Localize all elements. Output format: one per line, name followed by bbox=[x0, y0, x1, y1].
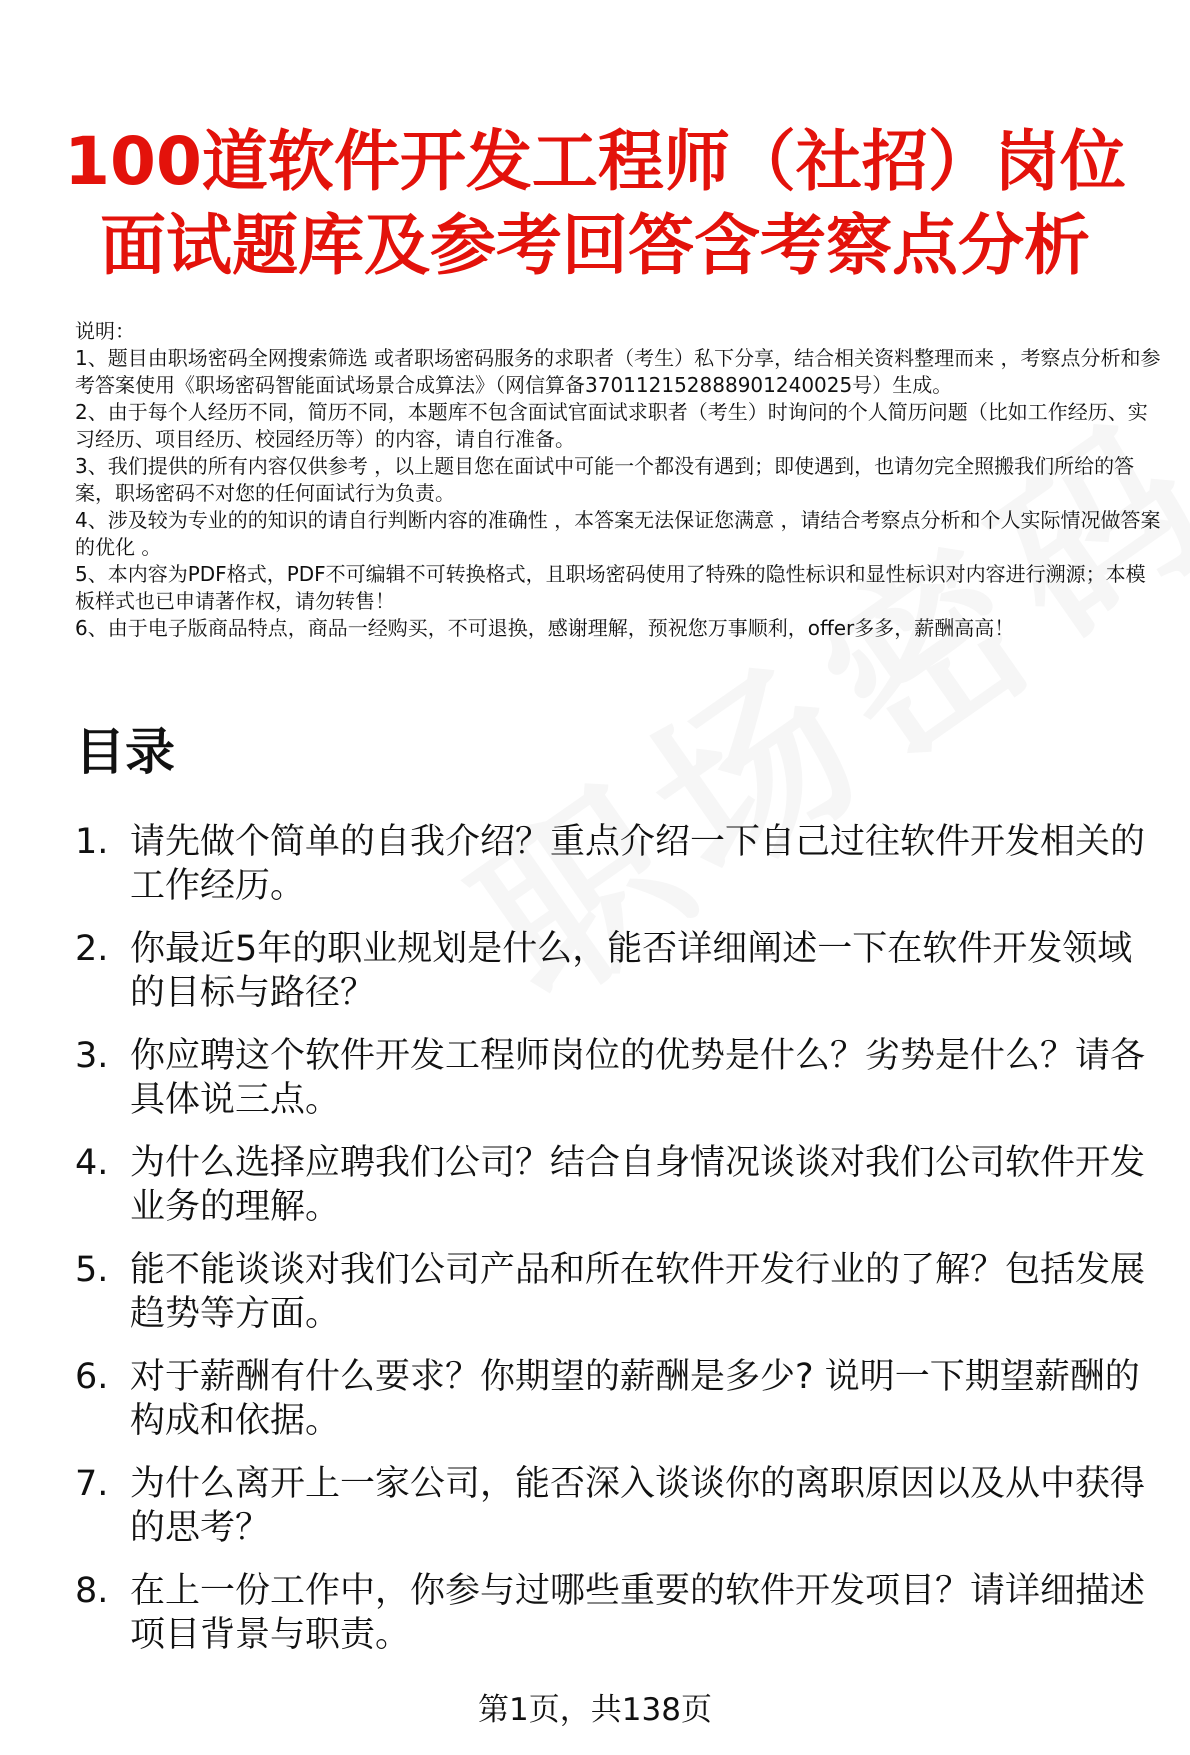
notes-heading: 说明： bbox=[75, 319, 135, 343]
note-item-3: 3、我们提供的所有内容仅供参考 ，以上题目您在面试中可能一个都没有遇到；即使遇到，也请勿完全照搬我们所给的答案，职场密码不对您的任何面试行为负责。 bbox=[75, 454, 1135, 505]
toc-item-number: 6. bbox=[75, 1357, 109, 1397]
toc-item-number: 7. bbox=[75, 1464, 109, 1504]
toc-item[interactable] bbox=[75, 1355, 1165, 1443]
toc-item-text: 在上一份工作中，你参与过哪些重要的软件开发项目？请详细描述项目背景与职责。 bbox=[130, 1571, 1146, 1655]
note-item-5: 5、本内容为PDF格式，PDF不可编辑不可转换格式，且职场密码使用了特殊的隐性标识和显性标识对内容进行溯源；本模板样式也已申请著作权，请勿转售！ bbox=[75, 562, 1146, 613]
title-line-1: 100道软件开发工程师（社招）岗位 bbox=[64, 123, 1126, 200]
document-title bbox=[40, 120, 1150, 288]
toc-item-text: 为什么离开上一家公司，能否深入谈谈你的离职原因以及从中获得的思考？ bbox=[130, 1464, 1146, 1548]
toc-item-number: 1. bbox=[75, 822, 109, 862]
notes-section bbox=[75, 318, 1165, 642]
toc-item[interactable] bbox=[75, 820, 1165, 908]
toc-item[interactable] bbox=[75, 1141, 1165, 1229]
toc-list bbox=[75, 820, 1165, 1676]
toc-item[interactable] bbox=[75, 1569, 1165, 1657]
toc-item-text: 能不能谈谈对我们公司产品和所在软件开发行业的了解？包括发展趋势等方面。 bbox=[130, 1250, 1146, 1334]
toc-item-text: 为什么选择应聘我们公司？结合自身情况谈谈对我们公司软件开发业务的理解。 bbox=[130, 1143, 1146, 1227]
title-line-2: 面试题库及参考回答含考察点分析 bbox=[100, 207, 1090, 284]
note-item-2: 2、由于每个人经历不同，简历不同，本题库不包含面试官面试求职者（考生）时询问的个人简历问题（比如工作经历、实习经历、项目经历、校园经历等）的内容，请自行准备。 bbox=[75, 400, 1148, 451]
toc-item[interactable] bbox=[75, 927, 1165, 1015]
note-item-1: 1、题目由职场密码全网搜索筛选 或者职场密码服务的求职者（考生）私下分享，结合相关资料整理而来 ，考察点分析和参考答案使用《职场密码智能面试场景合成算法》（网信算备370112152888901240025号）生成。 bbox=[75, 346, 1161, 397]
toc-item[interactable] bbox=[75, 1248, 1165, 1336]
note-item-6: 6、由于电子版商品特点，商品一经购买，不可退换，感谢理解，预祝您万事顺利，offer多多，薪酬高高！ bbox=[75, 616, 1015, 640]
toc-item-number: 4. bbox=[75, 1143, 109, 1183]
toc-item[interactable] bbox=[75, 1462, 1165, 1550]
toc-item-text: 请先做个简单的自我介绍？重点介绍一下自己过往软件开发相关的工作经历。 bbox=[130, 822, 1146, 906]
toc-item-number: 5. bbox=[75, 1250, 109, 1290]
toc-item-number: 2. bbox=[75, 929, 109, 969]
toc-item-text: 对于薪酬有什么要求？你期望的薪酬是多少? 说明一下期望薪酬的构成和依据。 bbox=[130, 1357, 1140, 1441]
toc-heading: 目录 bbox=[75, 723, 175, 781]
toc-item-text: 你应聘这个软件开发工程师岗位的优势是什么？劣势是什么？请各具体说三点。 bbox=[130, 1036, 1146, 1120]
toc-item[interactable] bbox=[75, 1034, 1165, 1122]
page-footer: 第1页，共138页 bbox=[478, 1692, 712, 1728]
toc-item-number: 3. bbox=[75, 1036, 109, 1076]
toc-item-text: 你最近5年的职业规划是什么，能否详细阐述一下在软件开发领域的目标与路径？ bbox=[130, 929, 1133, 1013]
note-item-4: 4、涉及较为专业的的知识的请自行判断内容的准确性 ，本答案无法保证您满意 ，请结合考察点分析和个人实际情况做答案的优化 。 bbox=[75, 508, 1161, 559]
toc-item-number: 8. bbox=[75, 1571, 109, 1611]
